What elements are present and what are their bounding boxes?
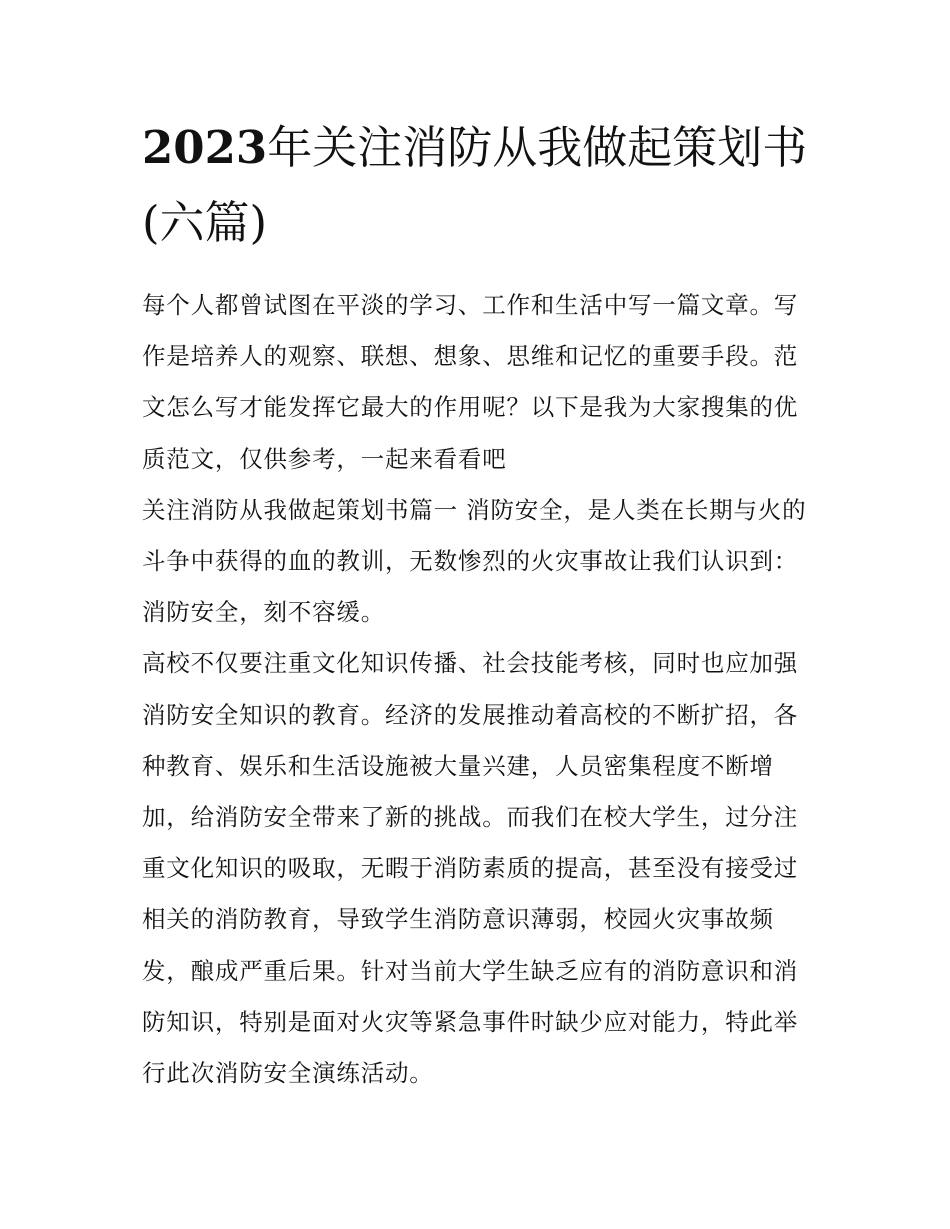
document-body [142, 280, 814, 1099]
intro-paragraph: 每个人都曾试图在平淡的学习、工作和生活中写一篇文章。写作是培养人的观察、联想、想象、思维和记忆的重要手段。范文怎么写才能发挥它最大的作用呢？以下是我为大家搜集的优质范文，仅供参考，一起来看看吧 [142, 291, 799, 473]
title-year: 2023 [142, 121, 268, 174]
title-text: 年关注消防从我做起策划书(六篇) [142, 121, 808, 249]
section-one-paragraph: 关注消防从我做起策划书篇一 消防安全，是人类在长期与火的斗争中获得的血的教训，无数惨烈的火灾事故让我们认识到：消防安全，刻不容缓。 [142, 495, 807, 627]
body-paragraph: 高校不仅要注重文化知识传播、社会技能考核，同时也应加强消防安全知识的教育。经济的发展推动着高校的不断扩招，各种教育、娱乐和生活设施被大量兴建，人员密集程度不断增加，给消防安全带来了新的挑战。而我们在校大学生，过分注重文化知识的吸取，无暇于消防素质的提高，甚至没有接受过相关的消防教育，导致学生消防意识薄弱，校园火灾事故频发，酿成严重后果。针对当前大学生缺乏应有的消防意识和消防知识，特别是面对火灾等紧急事件时缺少应对能力，特此举行此次消防安全演练活动。 [142, 649, 799, 1088]
document-title [142, 110, 822, 260]
